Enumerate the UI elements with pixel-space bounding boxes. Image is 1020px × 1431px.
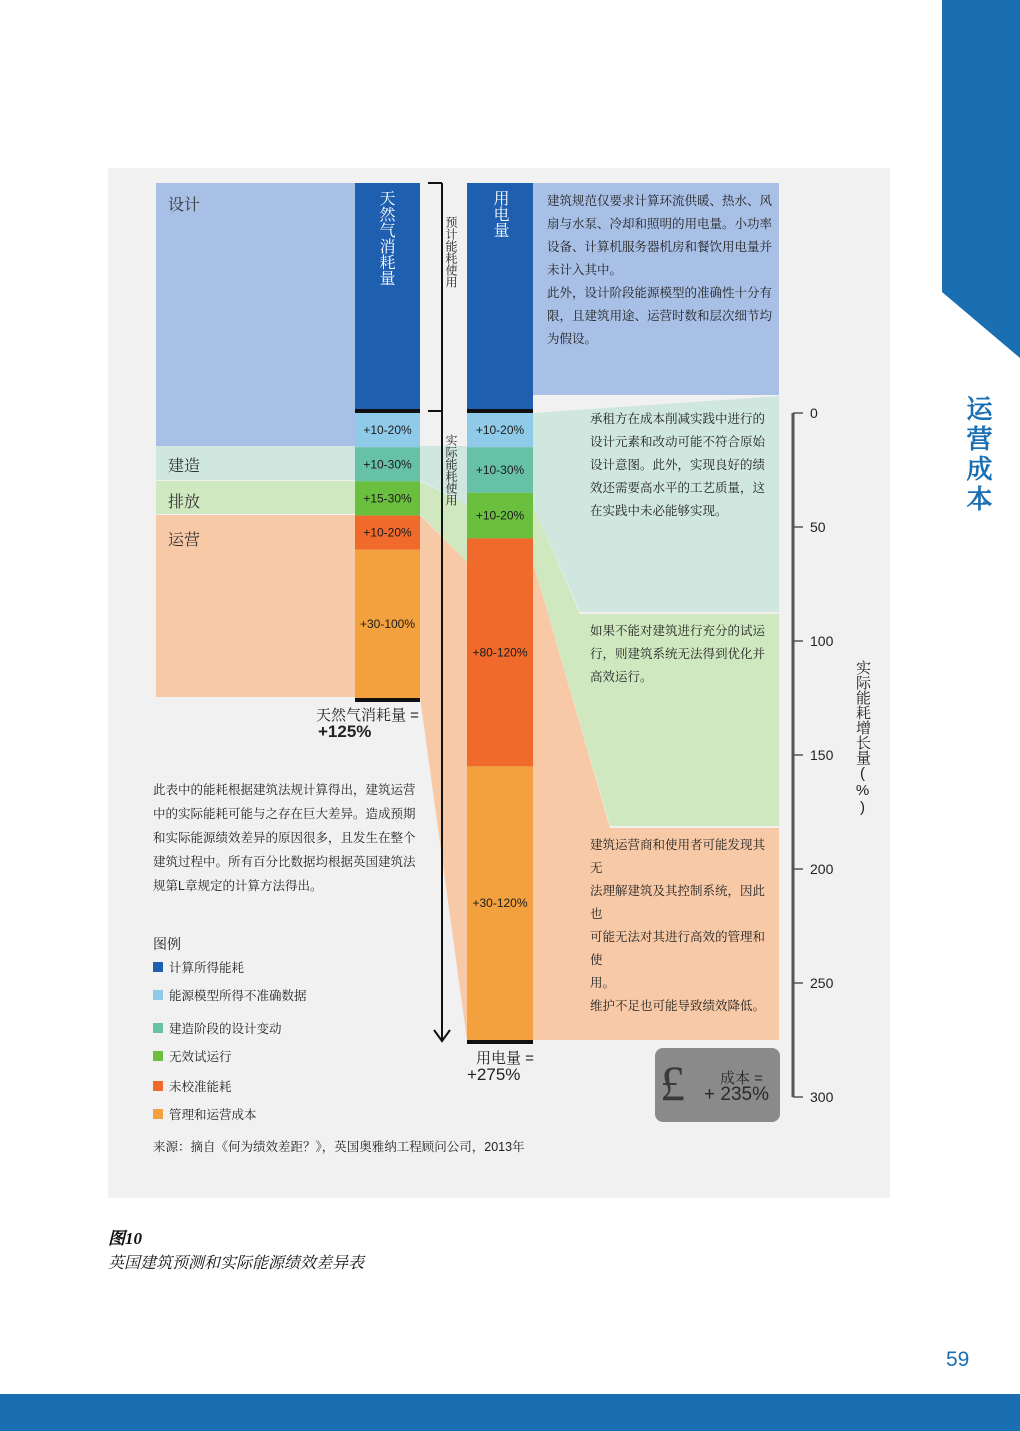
gas-bar-segment-label: +10-20% bbox=[363, 525, 412, 540]
y-axis-title: 实际能耗增长量(%) bbox=[854, 660, 871, 816]
predicted-usage-label: 预计能耗使用 bbox=[444, 216, 458, 288]
electricity-baseline-line bbox=[467, 409, 533, 413]
gas-bar-segment-label: +30-100% bbox=[359, 616, 416, 631]
chart-description bbox=[153, 778, 423, 898]
y-axis-tick-label: 50 bbox=[810, 519, 826, 535]
footer-bar bbox=[0, 1394, 1020, 1431]
legend-label: 无效试运行 bbox=[169, 1050, 232, 1064]
note-line: 在实践中未必能够实现。 bbox=[590, 504, 728, 518]
side-section-title: 运营成本 bbox=[963, 395, 993, 515]
legend-swatch bbox=[153, 1051, 163, 1061]
legend-label: 建造阶段的设计变动 bbox=[169, 1022, 282, 1036]
legend-label: 能源模型所得不准确数据 bbox=[169, 989, 307, 1003]
legend-swatch bbox=[153, 1109, 163, 1119]
legend-swatch bbox=[153, 1081, 163, 1091]
legend-swatch bbox=[153, 990, 163, 1000]
electricity-bar-segment-label: +30-120% bbox=[472, 896, 528, 911]
note-line: 为假设。 bbox=[547, 332, 598, 346]
note-line: 设备、计算机服务器机房和餐饮用电量并 bbox=[547, 240, 773, 254]
note-line: 维护不足也可能导致绩效降低。 bbox=[590, 999, 766, 1013]
band-design bbox=[156, 183, 356, 446]
note-commissioning bbox=[590, 620, 770, 689]
legend-swatch bbox=[153, 962, 163, 972]
connector-operation bbox=[420, 515, 467, 1040]
gas-baseline-line bbox=[355, 409, 420, 413]
note-line: 设计意图。此外，实现良好的绩 bbox=[590, 458, 766, 472]
note-line: 承租方在成本削减实践中进行的 bbox=[590, 412, 766, 426]
y-axis-tick-label: 250 bbox=[810, 975, 834, 991]
note-line: 建筑规范仅要求计算环流供暖、热水、风 bbox=[547, 194, 773, 208]
note-line: 设计元素和改动可能不符合原始 bbox=[590, 435, 766, 449]
note-line: 限，且建筑用途、运营时数和层次细节均 bbox=[547, 309, 773, 323]
note-line: 如果不能对建筑进行充分的试运 bbox=[590, 624, 766, 638]
note-construction bbox=[590, 408, 770, 523]
note-line: 行，则建筑系统无法得到优化并 bbox=[590, 647, 766, 661]
legend-swatch bbox=[153, 1023, 163, 1033]
y-axis-tick-label: 100 bbox=[810, 633, 834, 649]
description-line: 此表中的能耗根据建筑法规计算得出，建筑运营 bbox=[153, 783, 416, 797]
legend-label: 管理和运营成本 bbox=[169, 1108, 257, 1122]
legend-item-commissioning bbox=[153, 1047, 232, 1065]
side-tab-shape bbox=[942, 0, 1020, 358]
note-line: 建筑运营商和使用者可能发现其无 bbox=[590, 838, 766, 875]
electricity-total-label: 用电量 = bbox=[476, 1050, 534, 1067]
y-axis-tick-label: 300 bbox=[810, 1089, 834, 1105]
figure-caption-subtitle: 英国建筑预测和实际能源绩效差异表 bbox=[108, 1255, 365, 1272]
legend-item-calc bbox=[153, 958, 244, 976]
note-design bbox=[547, 190, 777, 351]
gas-total-label: 天然气消耗量 = bbox=[316, 707, 419, 724]
electricity-bar-bottom-line bbox=[467, 1040, 533, 1044]
electricity-total-value: +275% bbox=[467, 1065, 521, 1084]
description-line: 建筑过程中。所有百分比数据均根据英国建筑法 bbox=[153, 855, 416, 869]
electricity-bar-segment-label: +80-120% bbox=[472, 645, 528, 660]
note-line: 用。 bbox=[590, 976, 616, 990]
legend-item-construction bbox=[153, 1019, 282, 1037]
row-label-design: 设计 bbox=[168, 197, 201, 214]
note-line: 效还需要高水平的工艺质量，这 bbox=[590, 481, 766, 495]
electricity-bar-segment-label: +10-30% bbox=[475, 463, 525, 477]
note-line: 扇与水泵、冷却和照明的用电量。小功率 bbox=[547, 217, 773, 231]
gas-total-value: +125% bbox=[318, 722, 372, 741]
legend-label: 未校准能耗 bbox=[169, 1080, 232, 1094]
description-line: 和实际能源绩效差异的原因很多，且发生在整个 bbox=[153, 831, 416, 845]
electricity-bar-title: 用电量 bbox=[491, 190, 508, 238]
legend-title: 图例 bbox=[153, 936, 181, 952]
y-axis-tick-label: 150 bbox=[810, 747, 834, 763]
legend-label: 计算所得能耗 bbox=[169, 961, 245, 975]
legend-item-unregulated bbox=[153, 1077, 232, 1095]
pound-icon: £ bbox=[660, 1055, 685, 1111]
gas-bar-segment-label: +10-20% bbox=[363, 423, 412, 438]
gas-bar-segment-label: +15-30% bbox=[363, 491, 412, 506]
row-label-operation: 运营 bbox=[168, 532, 201, 549]
legend-item-model bbox=[153, 986, 307, 1004]
row-label-emission: 排放 bbox=[168, 494, 201, 511]
figure-caption-title: 图10 bbox=[108, 1229, 142, 1248]
note-line: 可能无法对其进行高效的管理和使 bbox=[590, 930, 766, 967]
gas-bar-bottom-line bbox=[355, 698, 420, 702]
electricity-bar-segment-label: +10-20% bbox=[475, 508, 525, 523]
y-axis-tick-label: 200 bbox=[810, 861, 834, 877]
gas-bar-title: 天然气消耗量 bbox=[377, 190, 394, 286]
legend-item-management bbox=[153, 1105, 257, 1123]
note-line: 未计入其中。 bbox=[547, 263, 623, 277]
page-number: 59 bbox=[946, 1348, 970, 1371]
actual-usage-label: 实际能耗使用 bbox=[444, 434, 458, 506]
electricity-bar-segment-label: +10-20% bbox=[475, 423, 525, 438]
note-line: 法理解建筑及其控制系统，因此也 bbox=[590, 884, 766, 921]
description-line: 中的实际能耗可能与之存在巨大差异。造成预期 bbox=[153, 807, 416, 821]
source-note: 来源：摘自《何为绩效差距？》，英国奥雅纳工程顾问公司，2013年 bbox=[153, 1140, 525, 1154]
note-line: 高效运行。 bbox=[590, 670, 653, 684]
gas-bar-segment-label: +10-30% bbox=[363, 457, 412, 472]
cost-value: + 235% bbox=[704, 1084, 769, 1105]
note-operation bbox=[590, 834, 776, 1018]
note-line: 此外，设计阶段能源模型的准确性十分有 bbox=[547, 286, 773, 300]
row-label-construction: 建造 bbox=[168, 458, 201, 475]
cost-label: 成本 = bbox=[720, 1070, 763, 1087]
y-axis-tick-label: 0 bbox=[810, 405, 818, 421]
description-line: 规第L章规定的计算方法得出。 bbox=[153, 879, 323, 893]
